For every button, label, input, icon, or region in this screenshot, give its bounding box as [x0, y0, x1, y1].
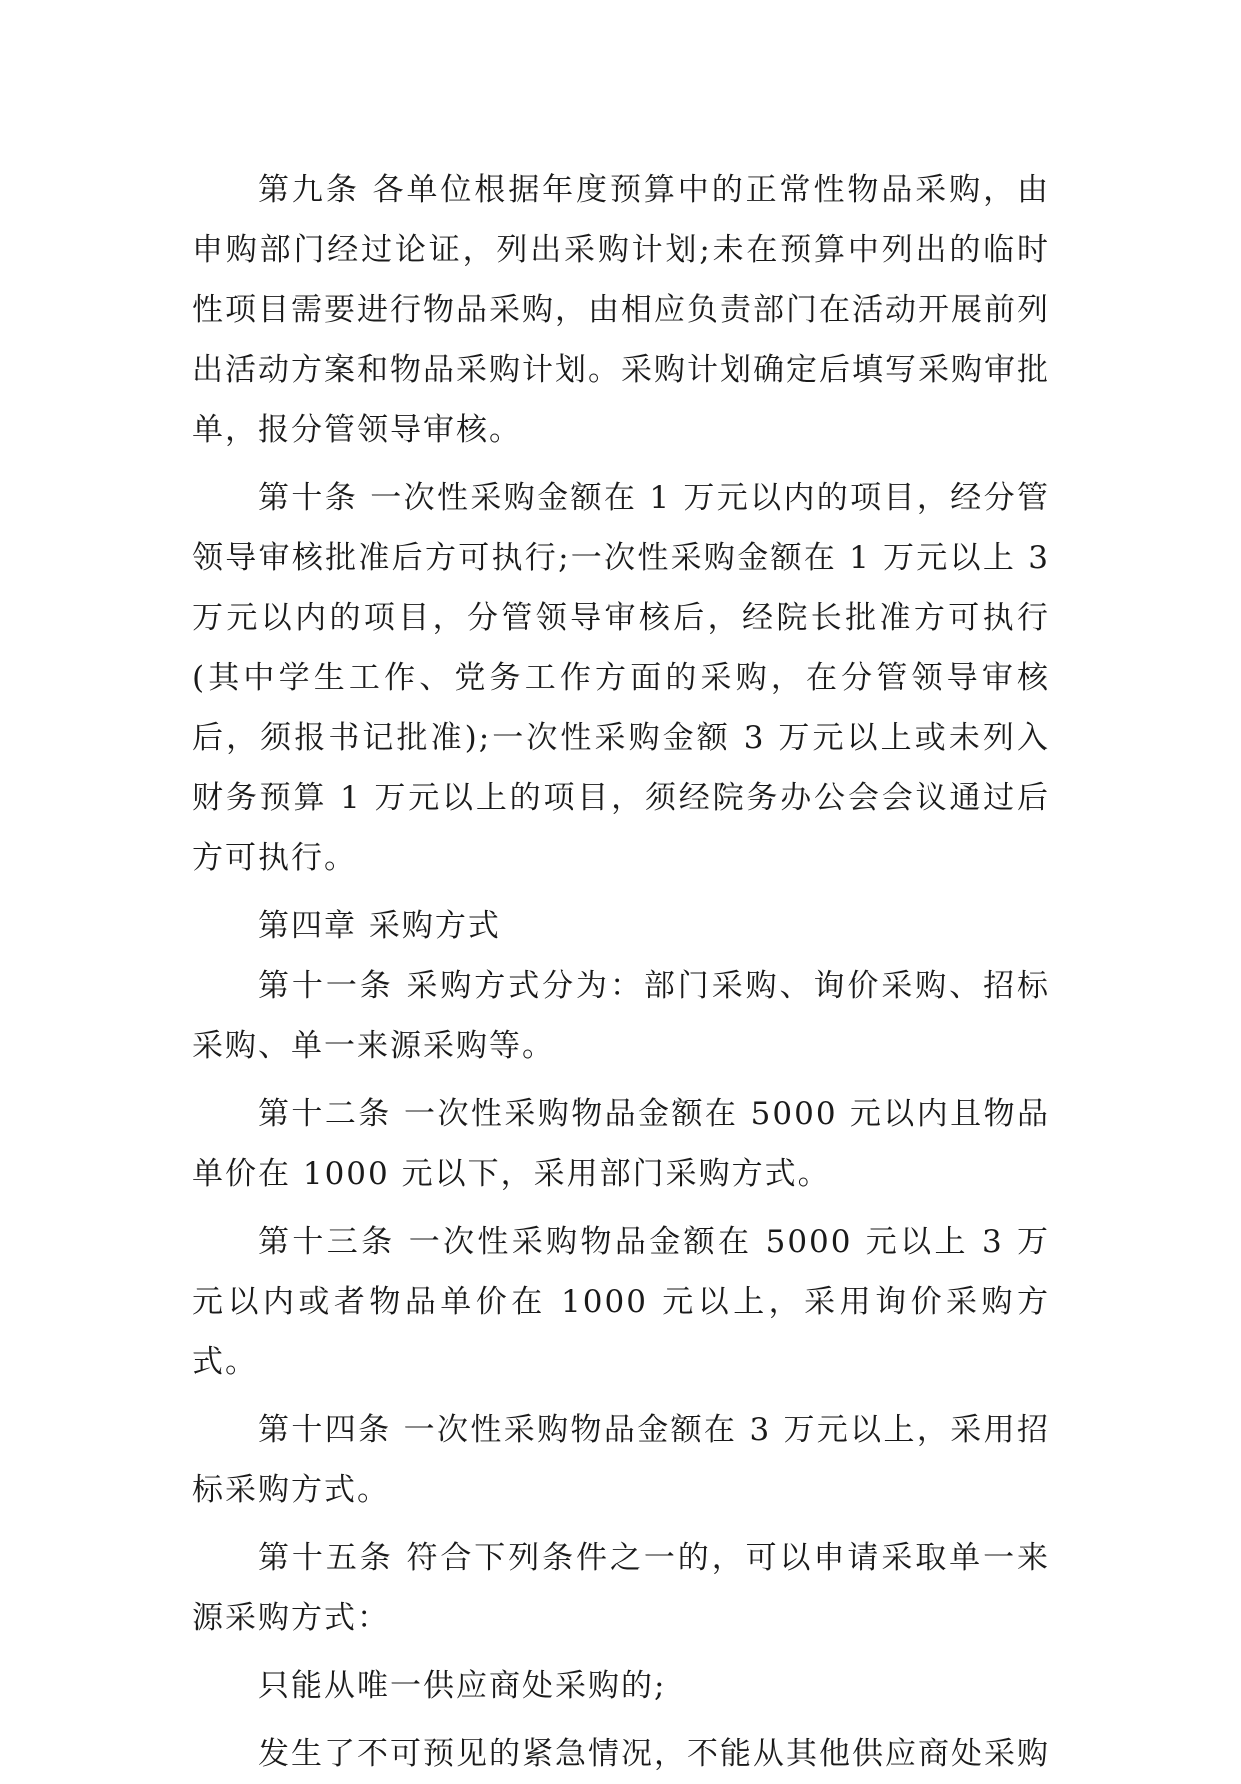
- condition-item-1: 只能从唯一供应商处采购的;: [258, 1668, 667, 1704]
- article-11-paragraph: 第十一条 采购方式分为：部门采购、询价采购、招标采购、单一来源采购等。: [192, 968, 1050, 1064]
- article-14-paragraph: 第十四条 一次性采购物品金额在 3 万元以上，采用招标采购方式。: [192, 1412, 1050, 1508]
- chapter-4-heading: 第四章 采购方式: [258, 908, 501, 944]
- condition-item-2: 发生了不可预见的紧急情况，不能从其他供应商处采购: [258, 1736, 1050, 1772]
- article-9-paragraph: 第九条 各单位根据年度预算中的正常性物品采购，由申购部门经过论证，列出采购计划;未在预算中列出的临时性项目需要进行物品采购，由相应负责部门在活动开展前列出活动方案和物品采购计划。采购计划确定后填写采购审批单，报分管领导审核。: [192, 172, 1050, 448]
- document-page: [192, 160, 1050, 1784]
- article-13-paragraph: 第十三条 一次性采购物品金额在 5000 元以上 3 万元以内或者物品单价在 1000 元以上，采用询价采购方式。: [192, 1224, 1050, 1380]
- article-15-paragraph: 第十五条 符合下列条件之一的，可以申请采取单一来源采购方式：: [192, 1540, 1050, 1636]
- article-10-paragraph: 第十条 一次性采购金额在 1 万元以内的项目，经分管领导审核批准后方可执行;一次性采购金额在 1 万元以上 3 万元以内的项目，分管领导审核后，经院长批准方可执行(其中学生工作、党务工作方面的采购，在分管领导审核后，须报书记批准);一次性采购金额 3 万元以上或未列入财务预算 1 万元以上的项目，须经院务办公会会议通过后方可执行。: [192, 480, 1050, 876]
- article-12-paragraph: 第十二条 一次性采购物品金额在 5000 元以内且物品单价在 1000 元以下，采用部门采购方式。: [192, 1096, 1050, 1192]
